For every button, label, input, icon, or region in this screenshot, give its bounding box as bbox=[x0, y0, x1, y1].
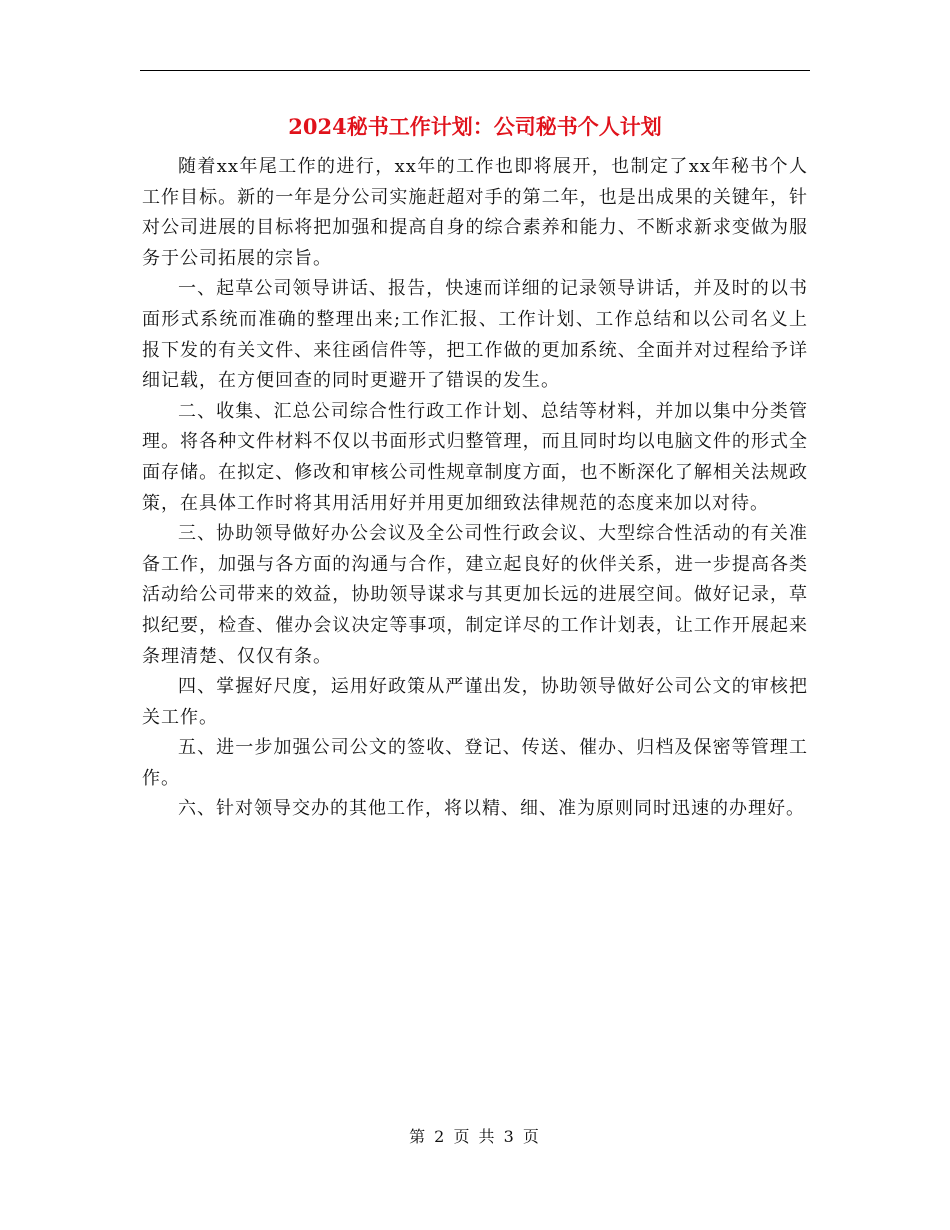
paragraph-item-6: 六、针对领导交办的其他工作，将以精、细、准为原则同时迅速的办理好。 bbox=[178, 798, 805, 820]
paragraph-item-2: 二、收集、汇总公司综合性行政工作计划、总结等材料，并加以集中分类管理。将各种文件材料不仅以书面形式归整管理，而且同时均以电脑文件的形式全面存储。在拟定、修改和审核公司性规章制度方面，也不断深化了解相关法规政策，在具体工作时将其用活用好并用更加细致法律规范的态度来加以对待。 bbox=[142, 400, 808, 514]
document-title: 2024秘书工作计划：公司秘书个人计划 bbox=[288, 114, 662, 139]
page-number-footer: 第 2 页 共 3 页 bbox=[409, 1127, 541, 1146]
paragraph-item-3: 三、协助领导做好办公会议及全公司性行政会议、大型综合性活动的有关准备工作，加强与各方面的沟通与合作，建立起良好的伙伴关系，进一步提高各类活动给公司带来的效益，协助领导谋求与其更加长远的进展空间。做好记录，草拟纪要，检查、催办会议决定等事项，制定详尽的工作计划表，让工作开展起来条理清楚、仅仅有条。 bbox=[142, 523, 808, 667]
header-rule bbox=[140, 70, 810, 71]
paragraph-item-1: 一、起草公司领导讲话、报告，快速而详细的记录领导讲话，并及时的以书面形式系统而准确的整理出来;工作汇报、工作计划、工作总结和以公司名义上报下发的有关文件、来往函信件等，把工作做的更加系统、全面并对过程给予详细记载，在方便回查的同时更避开了错误的发生。 bbox=[142, 278, 808, 392]
paragraph-item-4: 四、掌握好尺度，运用好政策从严谨出发，协助领导做好公司公文的审核把关工作。 bbox=[142, 676, 808, 728]
paragraph-intro: 随着xx年尾工作的进行，xx年的工作也即将展开，也制定了xx年秘书个人工作目标。新的一年是分公司实施赶超对手的第二年，也是出成果的关键年，针对公司进展的目标将把加强和提高自身的综合素养和能力、不断求新求变做为服务于公司拓展的宗旨。 bbox=[142, 156, 808, 269]
document-body bbox=[142, 152, 808, 825]
paragraph-item-5: 五、进一步加强公司公文的签收、登记、传送、催办、归档及保密等管理工作。 bbox=[142, 737, 808, 789]
